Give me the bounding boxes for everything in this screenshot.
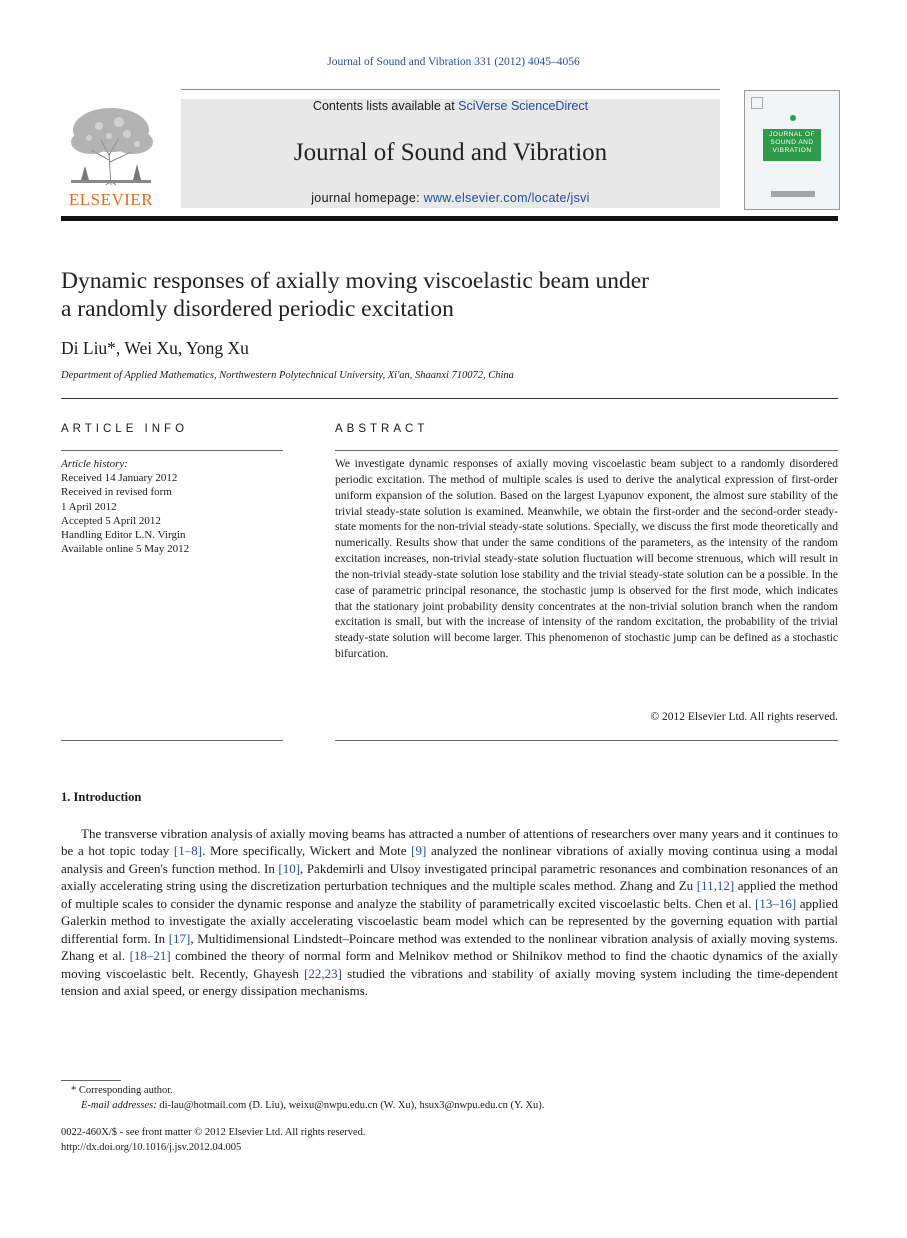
abstract-rule [335, 450, 838, 451]
citation-link[interactable]: [17] [168, 930, 191, 946]
history-item: Accepted 5 April 2012 [61, 514, 161, 527]
article-history [61, 457, 283, 556]
cover-title-text: JOURNAL OF SOUND AND VIBRATION [769, 131, 815, 154]
article-title-line-1: Dynamic responses of axially moving viscoelastic beam under [61, 268, 649, 294]
header-rule [61, 216, 838, 221]
article-info-bottom-rule [61, 740, 283, 741]
abstract-copyright: © 2012 Elsevier Ltd. All rights reserved. [650, 711, 838, 723]
affiliation: Department of Applied Mathematics, Northwestern Polytechnical University, Xi'an, Shaanxi 710072, China [61, 370, 514, 381]
intro-text: applied Galerkin method to investigate the axially accelerating viscoelastic beam model which can be represented by the governing equation with partial differential form. In [61, 895, 838, 946]
authors: Di Liu*, Wei Xu, Yong Xu [61, 338, 249, 358]
article-title-line-2: a randomly disordered periodic excitation [61, 296, 454, 322]
citation-link[interactable]: [10] [278, 860, 301, 876]
issn-line: 0022-460X/$ - see front matter © 2012 Elsevier Ltd. All rights reserved. [61, 1127, 366, 1138]
email-list[interactable]: di-lau@hotmail.com (D. Liu), weixu@nwpu.edu.cn (W. Xu), hsux3@nwpu.edu.cn (Y. Xu). [156, 1100, 545, 1111]
homepage-line [181, 191, 720, 205]
citation-link[interactable]: [22,23] [304, 965, 342, 981]
corresponding-author-note: * Corresponding author. [71, 1085, 173, 1096]
homepage-link[interactable]: www.elsevier.com/locate/jsvi [423, 191, 590, 205]
intro-text: The transverse vibration analysis of axially moving beams has attracted a number of attentions of researchers over many years and it continues to be a hot topic today [61, 826, 838, 859]
article-info-rule [61, 450, 283, 451]
intro-text: , Pakdemirli and Ulsoy investigated principal parametric resonances and combination resonances of an axially accelerating string using the discretization perturbation techniques and the multiple scales method. Zhang and Zu [61, 860, 838, 894]
history-item: Received 14 January 2012 [61, 472, 178, 485]
history-label: Article history: [61, 458, 128, 470]
cover-badge-icon [751, 97, 763, 109]
sciencedirect-link[interactable]: SciVerse ScienceDirect [458, 99, 589, 113]
homepage-prefix: journal homepage: [311, 191, 424, 205]
intro-text: applied the method of multiple scales to consider the dynamic response and analyze the stability of parametrically excited viscoelastic belts. Chen et al. [61, 878, 838, 911]
abstract-heading: ABSTRACT [335, 423, 429, 435]
journal-cover[interactable] [744, 90, 840, 210]
abstract-bottom-rule [335, 740, 838, 741]
contents-prefix: Contents lists available at [312, 99, 459, 113]
history-item: Available online 5 May 2012 [61, 543, 190, 556]
citation-link[interactable]: [13–16] [755, 895, 797, 911]
journal-title: Journal of Sound and Vibration [293, 139, 608, 166]
intro-text: studied the vibrations and stability of axially moving system including the time-dependent tension and axial speed, or energy dissipation mechanisms. [61, 965, 838, 999]
citation-link[interactable]: [18–21] [129, 948, 171, 964]
footnote-rule [61, 1080, 121, 1081]
email-addresses [81, 1098, 544, 1113]
email-label: E-mail addresses: [81, 1100, 157, 1111]
intro-text: . More specifically, Wickert and Mote [202, 843, 412, 859]
article-info-heading: ARTICLE INFO [61, 423, 189, 435]
contents-line [181, 99, 720, 113]
history-item: 1 April 2012 [61, 500, 117, 513]
running-head[interactable]: Journal of Sound and Vibration 331 (2012) 4045–4056 [327, 56, 580, 68]
intro-text: analyzed the nonlinear vibrations of axially moving continua using a modal analysis and Green's function method. In [61, 843, 838, 876]
cover-emblem-icon [790, 115, 796, 121]
divider [61, 398, 838, 399]
cover-publisher-mark [771, 191, 815, 197]
history-item: Received in revised form [61, 486, 172, 499]
history-item: Handling Editor L.N. Virgin [61, 529, 186, 542]
citation-link[interactable]: [11,12] [696, 878, 735, 894]
citation-link[interactable]: [1–8] [173, 843, 203, 859]
section-heading-introduction: 1. Introduction [61, 790, 142, 804]
abstract-text: We investigate dynamic responses of axially moving viscoelastic beam subject to a randomly disordered periodic excitation. The method of multiple scales is used to derive the analytical expression of first-order uniform expansion of the solution. Based on the largest Lyapunov exponent, the almost sure stability of the trivial steady-state solution is examined. Meanwhile, we obtain the first-order and the second-order steady-state moments for the non-trivial steady-state solutions. Specially, we discuss the first mode theoretically and numerically. Results show that under the same conditions of the parameters, as the intensity of the random excitation increases, non-trivial steady-state solution fluctuation will become strenuous, which will result in the non-trivial steady-state solution lose stability and the trivial steady-state solution can be a possible. In the case of parametric principal resonance, the stochastic jump is observed for the first mode, which indicates that the stationary joint probability density concentrates at the non-trivial solution branch when the random excitation is small, but with the increase of intensity of the random excitation, the probability of the trivial steady-state solution will become larger. This phenomenon of stochastic jump can be defined as a stochastic bifurcation. [335, 458, 838, 661]
doi-link[interactable]: http://dx.doi.org/10.1016/j.jsv.2012.04.005 [61, 1142, 242, 1153]
banner-top-rule [181, 89, 720, 90]
citation-link[interactable]: [9] [411, 843, 427, 859]
intro-paragraph [61, 825, 838, 1000]
publisher-name: ELSEVIER [68, 190, 154, 209]
elsevier-logo [61, 100, 161, 210]
intro-text: combined the theory of normal form and Melnikov method or Shilnikov method to find the chaotic dynamics of the axially moving viscoelastic belt. Recently, Ghayesh [61, 948, 838, 981]
article-title [61, 267, 821, 323]
intro-text: , Multidimensional Lindstedt–Poincare method was extended to the nonlinear vibration analysis of axially moving systems. Zhang et al. [61, 930, 839, 964]
